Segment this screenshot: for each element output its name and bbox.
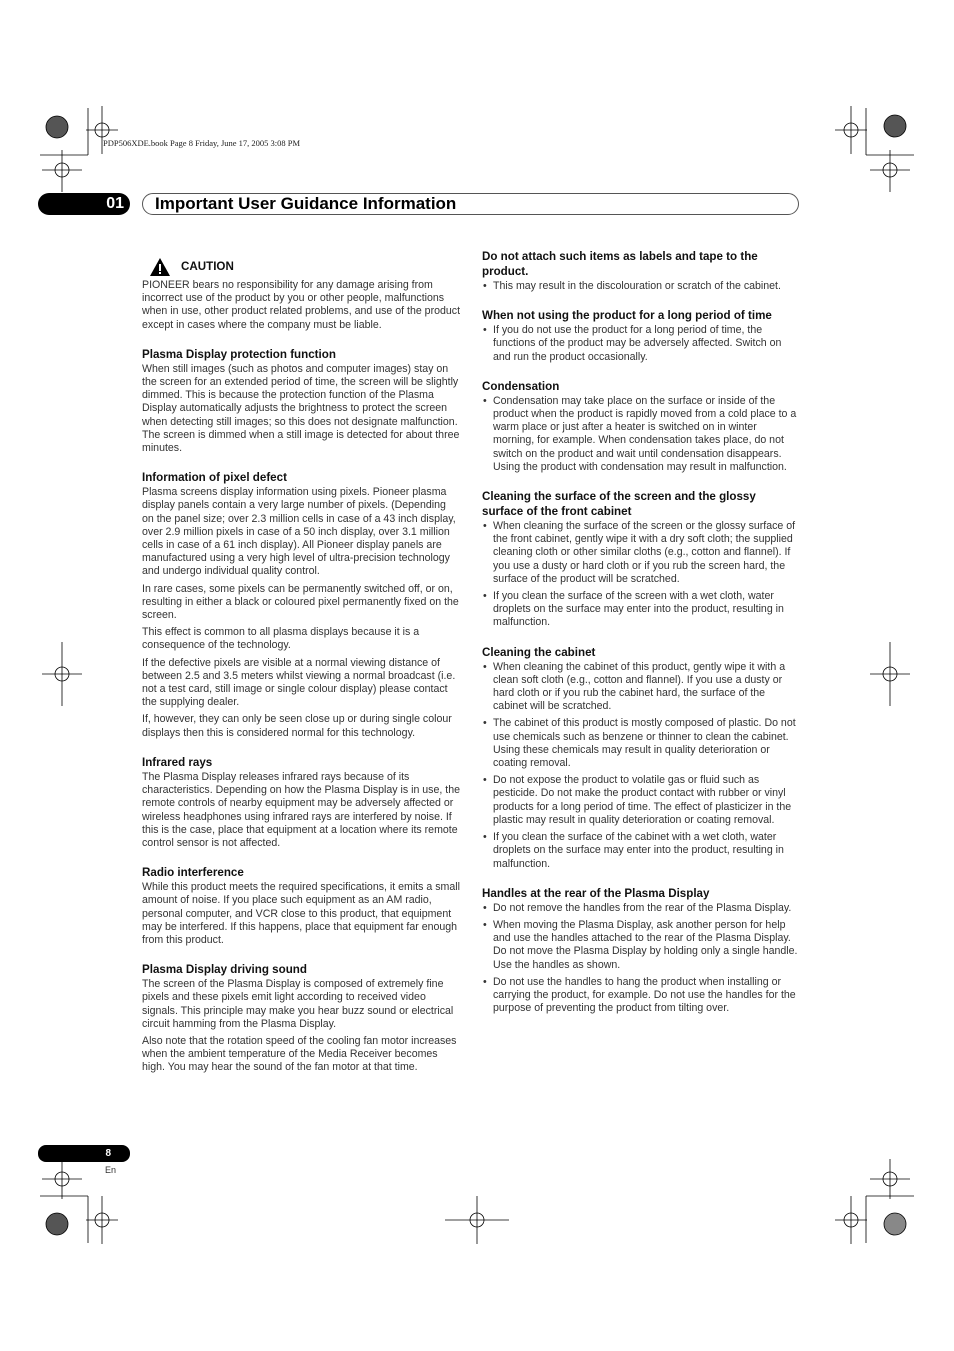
section-title: Radio interference — [142, 866, 244, 880]
section-cleaning-screen — [482, 489, 800, 630]
section-title: Plasma Display protection function — [142, 347, 336, 361]
list-item: • If you do not use the product for a long period of time, the functions of the product may be adversely affected. Switch on and run the product occasionally. — [482, 324, 800, 364]
list-item: • Do not remove the handles from the rear of the Plasma Display. — [482, 902, 800, 915]
section-condensation — [482, 379, 800, 474]
section-title: Infrared rays — [142, 755, 213, 769]
list-item: • This may result in the discolouration or scratch of the cabinet. — [482, 280, 800, 293]
section-pixel-defect — [142, 470, 460, 740]
section-infrared-rays — [142, 755, 460, 850]
warning-triangle-icon — [149, 257, 171, 277]
list-item: • When cleaning the cabinet of this product, gently wipe it with a clean soft cloth (e.g., cotton and flannel). If you use a dusty or hard cloth or if you rub the cabinet hard, the surface of the cabinet will be scratched. — [482, 661, 800, 714]
section-labels-tape — [482, 249, 800, 293]
section-radio-interference — [142, 865, 460, 947]
paragraph: In rare cases, some pixels can be permanently switched off, or on, resulting in either a black or coloured pixel permanently fixed on the screen. — [142, 582, 459, 622]
section-driving-sound — [142, 962, 460, 1074]
chapter-number-tab — [38, 193, 130, 215]
page-number-tab — [38, 1145, 130, 1162]
paragraph: If, however, they can only be seen close up or during single colour displays then this is considered normal for this technology. — [142, 713, 452, 739]
list-item: • If you clean the surface of the screen with a wet cloth, water droplets on the surface may enter into the product, resulting in malfunction. — [482, 590, 800, 630]
caution-heading: CAUTION — [181, 259, 234, 273]
file-header: PDP506XDE.book Page 8 Friday, June 17, 2005 3:08 PM — [103, 138, 301, 148]
section-title: When not using the product for a long period of time — [482, 309, 772, 323]
paragraph: The Plasma Display releases infrared rays because of its characteristics. Depending on how the Plasma Display is in use, the remote controls of nearby equipment may be adversely affected or wireless headphones using infrared rays are interfered by noise. If this is the case, place that equipment at a location where its remote control sensor is not affected. — [142, 770, 460, 849]
caution-block — [142, 256, 460, 332]
section-cleaning-cabinet — [482, 645, 800, 871]
chapter-title-bar — [142, 193, 799, 215]
section-protection-function — [142, 347, 460, 455]
list-item: • Condensation may take place on the surface or inside of the product when the product is rapidly moved from a cold place to a warm place or just after a heater is switched on in winter morning, for example. When condensation takes place, do not switch on the product and wait until condensation disappears. Using the product with condensation may result in malfunction. — [482, 395, 800, 474]
section-title: Plasma Display driving sound — [142, 963, 307, 977]
list-item: • If you clean the surface of the cabinet with a wet cloth, water droplets on the surface may enter into the product, resulting in malfunction. — [482, 831, 800, 871]
section-title: Condensation — [482, 379, 560, 393]
section-title: Information of pixel defect — [142, 471, 287, 485]
section-handles — [482, 886, 800, 1016]
paragraph: Also note that the rotation speed of the cooling fan motor increases when the ambient temperature of the Media Receiver becomes high. You may hear the sound of the fan motor at that time. — [142, 1034, 457, 1074]
paragraph: When still images (such as photos and computer images) stay on the screen for an extended period of time, the screen will be slightly dimmed. This is because the protection function of the Plasma Display automatically adjusts the brightness to protect the screen when detecting still images; so this does not designate malfunction. The screen is dimmed when a still image is detected for about three minutes. — [142, 362, 460, 455]
section-title: Cleaning the cabinet — [482, 645, 596, 659]
list-item: • When moving the Plasma Display, ask another person for help and use the handles attached to the rear of the Plasma Display. Do not move the Plasma Display by holding only a single handle. Use the handles as shown. — [482, 919, 800, 972]
language-code: En — [105, 1165, 117, 1175]
paragraph: Plasma screens display information using pixels. Pioneer plasma display panels contain a very large number of pixels. (Depending on the panel size; over 2.3 million cells in case of a 43 inch display, over 2.9 million pixels in case of a 50 inch display, over 3.1 million cells in case of a 61 inch display). All Pioneer display panels are manufactured using a very high level of ultra-precision technology and undergo individual quality control. — [142, 486, 456, 578]
list-item: • When cleaning the surface of the screen or the glossy surface of the front cabinet, gently wipe it with a dry soft cloth; the supplied cleaning cloth or other similar cloths (e.g., cotton and flannel). If you use a dusty or hard cloth or if you rub the screen hard, the surface of the product will be scratched. — [482, 520, 800, 586]
chapter-number: 01 — [106, 195, 124, 212]
page-number: 8 — [105, 1148, 111, 1159]
paragraph: The screen of the Plasma Display is composed of extremely fine pixels and these pixels emit light according to received video signals. This principle may make you hear buzz sound or electrical circuit hamming from the Plasma Display. — [142, 978, 454, 1030]
list-item: • Do not use the handles to hang the product when installing or carrying the product, for example. Do not use the handles for the purpose of preventing the product from tilting over. — [482, 976, 800, 1016]
paragraph: This effect is common to all plasma displays because it is a consequence of the technology. — [142, 626, 420, 652]
paragraph: While this product meets the required specifications, it emits a small amount of noise. If you place such equipment as an AM radio, personal computer, and VCR close to this product, that equipment may be interfered. If this happens, place that equipment far enough from this product. — [142, 881, 460, 946]
section-title: Do not attach such items as labels and tape to the product. — [482, 250, 758, 278]
paragraph: If the defective pixels are visible at a normal viewing distance of between 2.5 and 3.5 meters whilst viewing a normal broadcast (i.e. not a test card, still image or single colour display) please contact the supplying dealer. — [142, 656, 456, 709]
left-column — [142, 256, 460, 1090]
list-item: • Do not expose the product to volatile gas or fluid such as pesticide. Do not make the product contact with rubber or vinyl products for a long period of time. The effect of plasticizer in the plastic may result in quality deterioration or coating removal. — [482, 774, 800, 827]
list-item: • The cabinet of this product is mostly composed of plastic. Do not use chemicals such as benzene or thinner to clean the cabinet. Using these chemicals may result in quality deterioration or coating removal. — [482, 717, 800, 770]
section-title: Handles at the rear of the Plasma Display — [482, 886, 710, 900]
right-column — [482, 249, 800, 1030]
section-long-period — [482, 308, 800, 364]
section-title: Cleaning the surface of the screen and the glossy surface of the front cabinet — [482, 490, 756, 519]
chapter-title: Important User Guidance Information — [155, 194, 457, 213]
caution-text: PIONEER bears no responsibility for any damage arising from incorrect use of the product by you or other people, malfunctions when in use, other product related problems, and use of the product except in cases where the company must be liable. — [142, 279, 461, 331]
